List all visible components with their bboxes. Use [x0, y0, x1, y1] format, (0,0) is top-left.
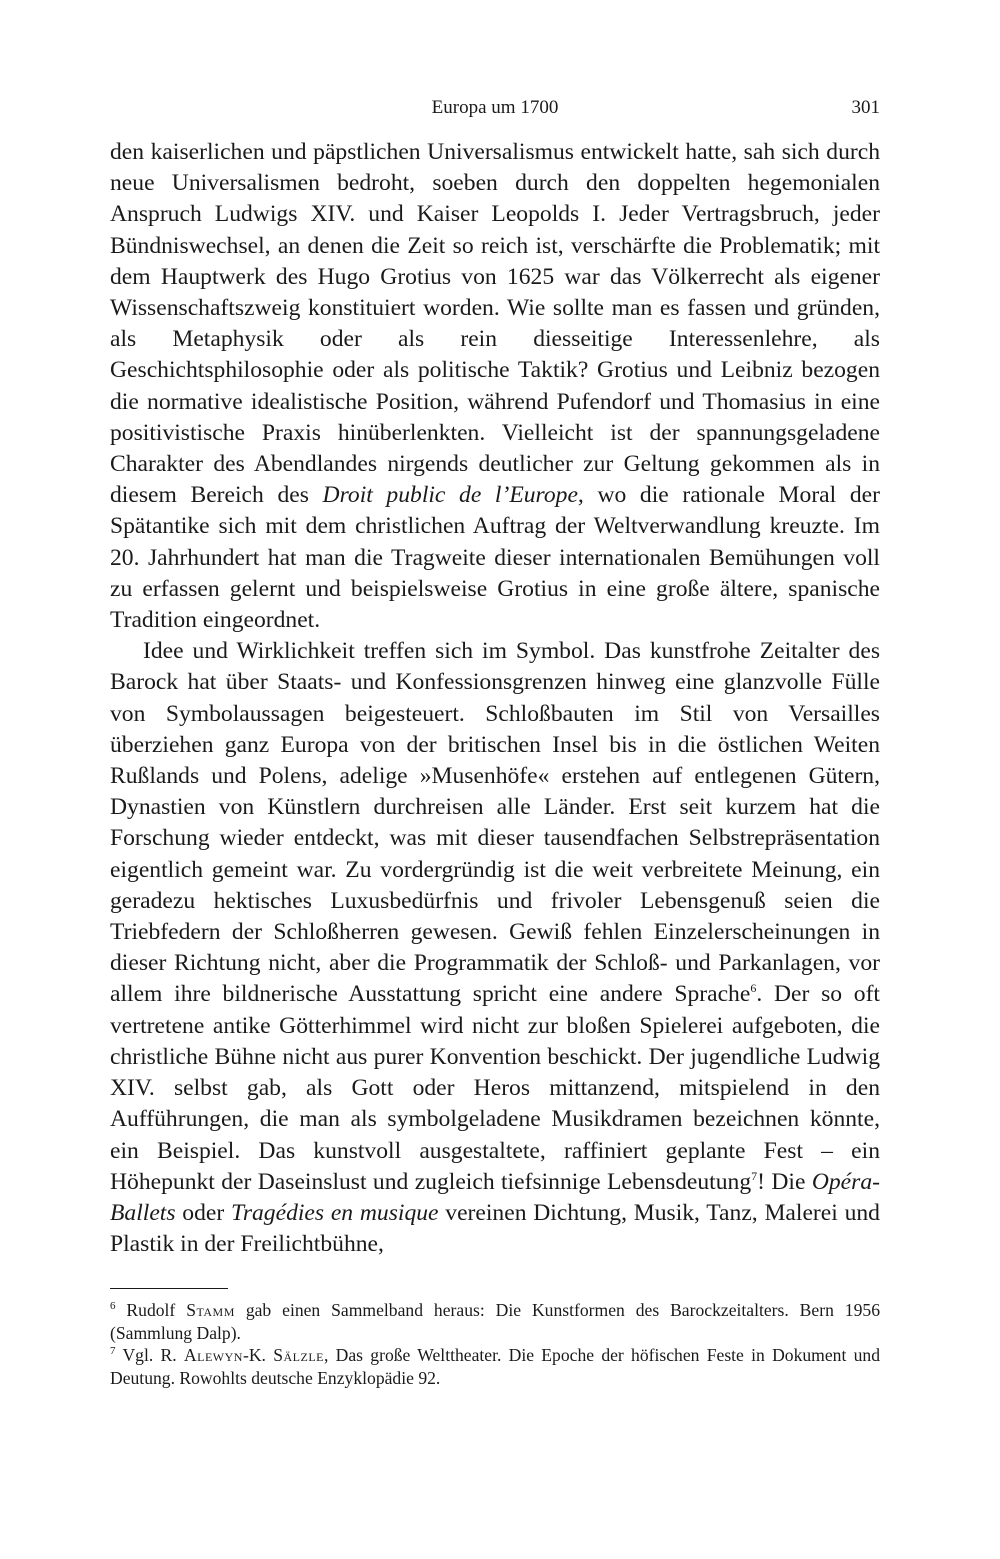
footnote-7-author-2: Sälzle: [273, 1345, 324, 1366]
footnote-divider: [110, 1288, 228, 1289]
footnote-ref-7: 7: [751, 1168, 758, 1183]
footnote-7-author-1: Alewyn: [183, 1345, 243, 1366]
footnote-7-text-b: -K.: [242, 1345, 266, 1366]
paragraph-1-text-b: wo die rationale Moral der Spätantike sich mit dem christlichen Auftrag der Weltverwandlung kreuzte. Im 20. Jahrhundert hat man die Tragweite dieser internationalen Bemühungen voll zu erfassen gelernt und beispielsweise Grotius in eine große ältere, spanische Tradition eingeordnet.: [110, 482, 880, 634]
paragraph-2-text-c: ! Die: [757, 1168, 806, 1195]
body-text: [110, 137, 880, 1260]
italic-tragedies: Tragédies en musique: [231, 1199, 439, 1226]
paragraph-2-text-b: . Der so oft vertretene antike Götterhimmel wird nicht zur bloßen Spielerei aufgeboten, die christliche Bühne nicht aus purer Konvention beschickt. Der jugendliche Ludwig XIV. selbst gab, als Gott oder Heros mittanzend, mitspielend in den Aufführungen, die man als symbolgeladene Musikdramen bezeichnen könnte, ein Beispiel. Das kunstvoll ausgestaltete, raffiniert geplante Fest – ein Höhepunkt der Daseinslust und zugleich tiefsinnige Lebensdeutung: [110, 981, 880, 1195]
italic-droit-public: Droit public de l’Europe,: [322, 482, 584, 509]
footnote-7: [110, 1344, 880, 1389]
paragraph-2-text-a: Idee und Wirklichkeit treffen sich im Symbol. Das kunstfrohe Zeitalter des Barock hat über Staats- und Konfessionsgrenzen hinweg eine glanzvolle Fülle von Symbolaussagen beigesteuert. Schloßbauten im Stil von Versailles überziehen ganz Europa von der britischen Insel bis in die östlichen Weiten Rußlands und Polens, adelige »Musenhöfe« erstehen auf entlegenen Gütern, Dynastien von Künstlern durchreisen alle Länder. Erst seit kurzem hat die Forschung wieder entdeckt, was mit dieser tausendfachen Selbstrepräsentation eigentlich gemeint war. Zu vordergründig ist die weit verbreitete Meinung, ein geradezu hektisches Luxusbedürfnis und frivoler Lebensgenuß seien die Triebfedern der Schloßherren gewesen. Gewiß fehlen Einzelerscheinungen in dieser Richtung nicht, aber die Programmatik der Schloß- und Parkanlagen, vor allem ihre bildnerische Ausstattung spricht eine andere Sprache: [110, 638, 880, 1008]
footnote-6: [110, 1299, 880, 1344]
footnote-7-mark: 7: [110, 1345, 116, 1358]
page-number: 301: [851, 97, 880, 118]
book-page: [110, 88, 880, 1389]
running-title: Europa um 1700: [431, 97, 559, 118]
italic-opera-ballets: Opéra-Ballets: [110, 1168, 880, 1226]
running-head: [110, 88, 880, 128]
footnote-7-text-a: Vgl. R.: [122, 1345, 177, 1366]
paragraph-2-text-d: oder: [182, 1199, 225, 1226]
footnote-6-text-b: gab einen Sammelband heraus: Die Kunstformen des Barockzeitalters. Bern 1956 (Sammlung Dalp).: [110, 1300, 880, 1343]
paragraph-1: [110, 137, 880, 636]
footnotes: [110, 1299, 880, 1389]
paragraph-2-text-e: vereinen Dichtung, Musik, Tanz, Malerei und Plastik in der Freilichtbühne,: [110, 1199, 880, 1258]
footnote-6-text-a: Rudolf: [126, 1300, 176, 1321]
footnote-6-author: Stamm: [186, 1300, 235, 1321]
footnote-6-mark: 6: [110, 1300, 116, 1313]
footnote-7-text-c: , Das große Welttheater. Die Epoche der höfischen Feste in Dokument und Deutung. Rowohlts deutsche Enzyklopädie 92.: [110, 1345, 881, 1388]
paragraph-2: [110, 636, 880, 1260]
paragraph-1-text-a: den kaiserlichen und päpstlichen Universalismus entwickelt hatte, sah sich durch neue Universalismen bedroht, soeben durch den doppelten hegemonialen Anspruch Ludwigs XIV. und Kaiser Leopolds I. Jeder Vertragsbruch, jeder Bündniswechsel, an denen die Zeit so reich ist, verschärfte die Problematik; mit dem Hauptwerk des Hugo Grotius von 1625 war das Völkerrecht als eigener Wissenschaftszweig konstituiert worden. Wie sollte man es fassen und gründen, als Metaphysik oder als rein diesseitige Interessenlehre, als Geschichtsphilosophie oder als politische Taktik? Grotius und Leibniz bezogen die normative idealistische Position, während Pufendorf und Thomasius in eine positivistische Praxis hinüberlenkten. Vielleicht ist der spannungsgeladene Charakter des Abendlandes nirgends deutlicher zur Geltung gekommen als in diesem Bereich des: [110, 139, 880, 509]
footnote-ref-6: 6: [750, 981, 757, 996]
